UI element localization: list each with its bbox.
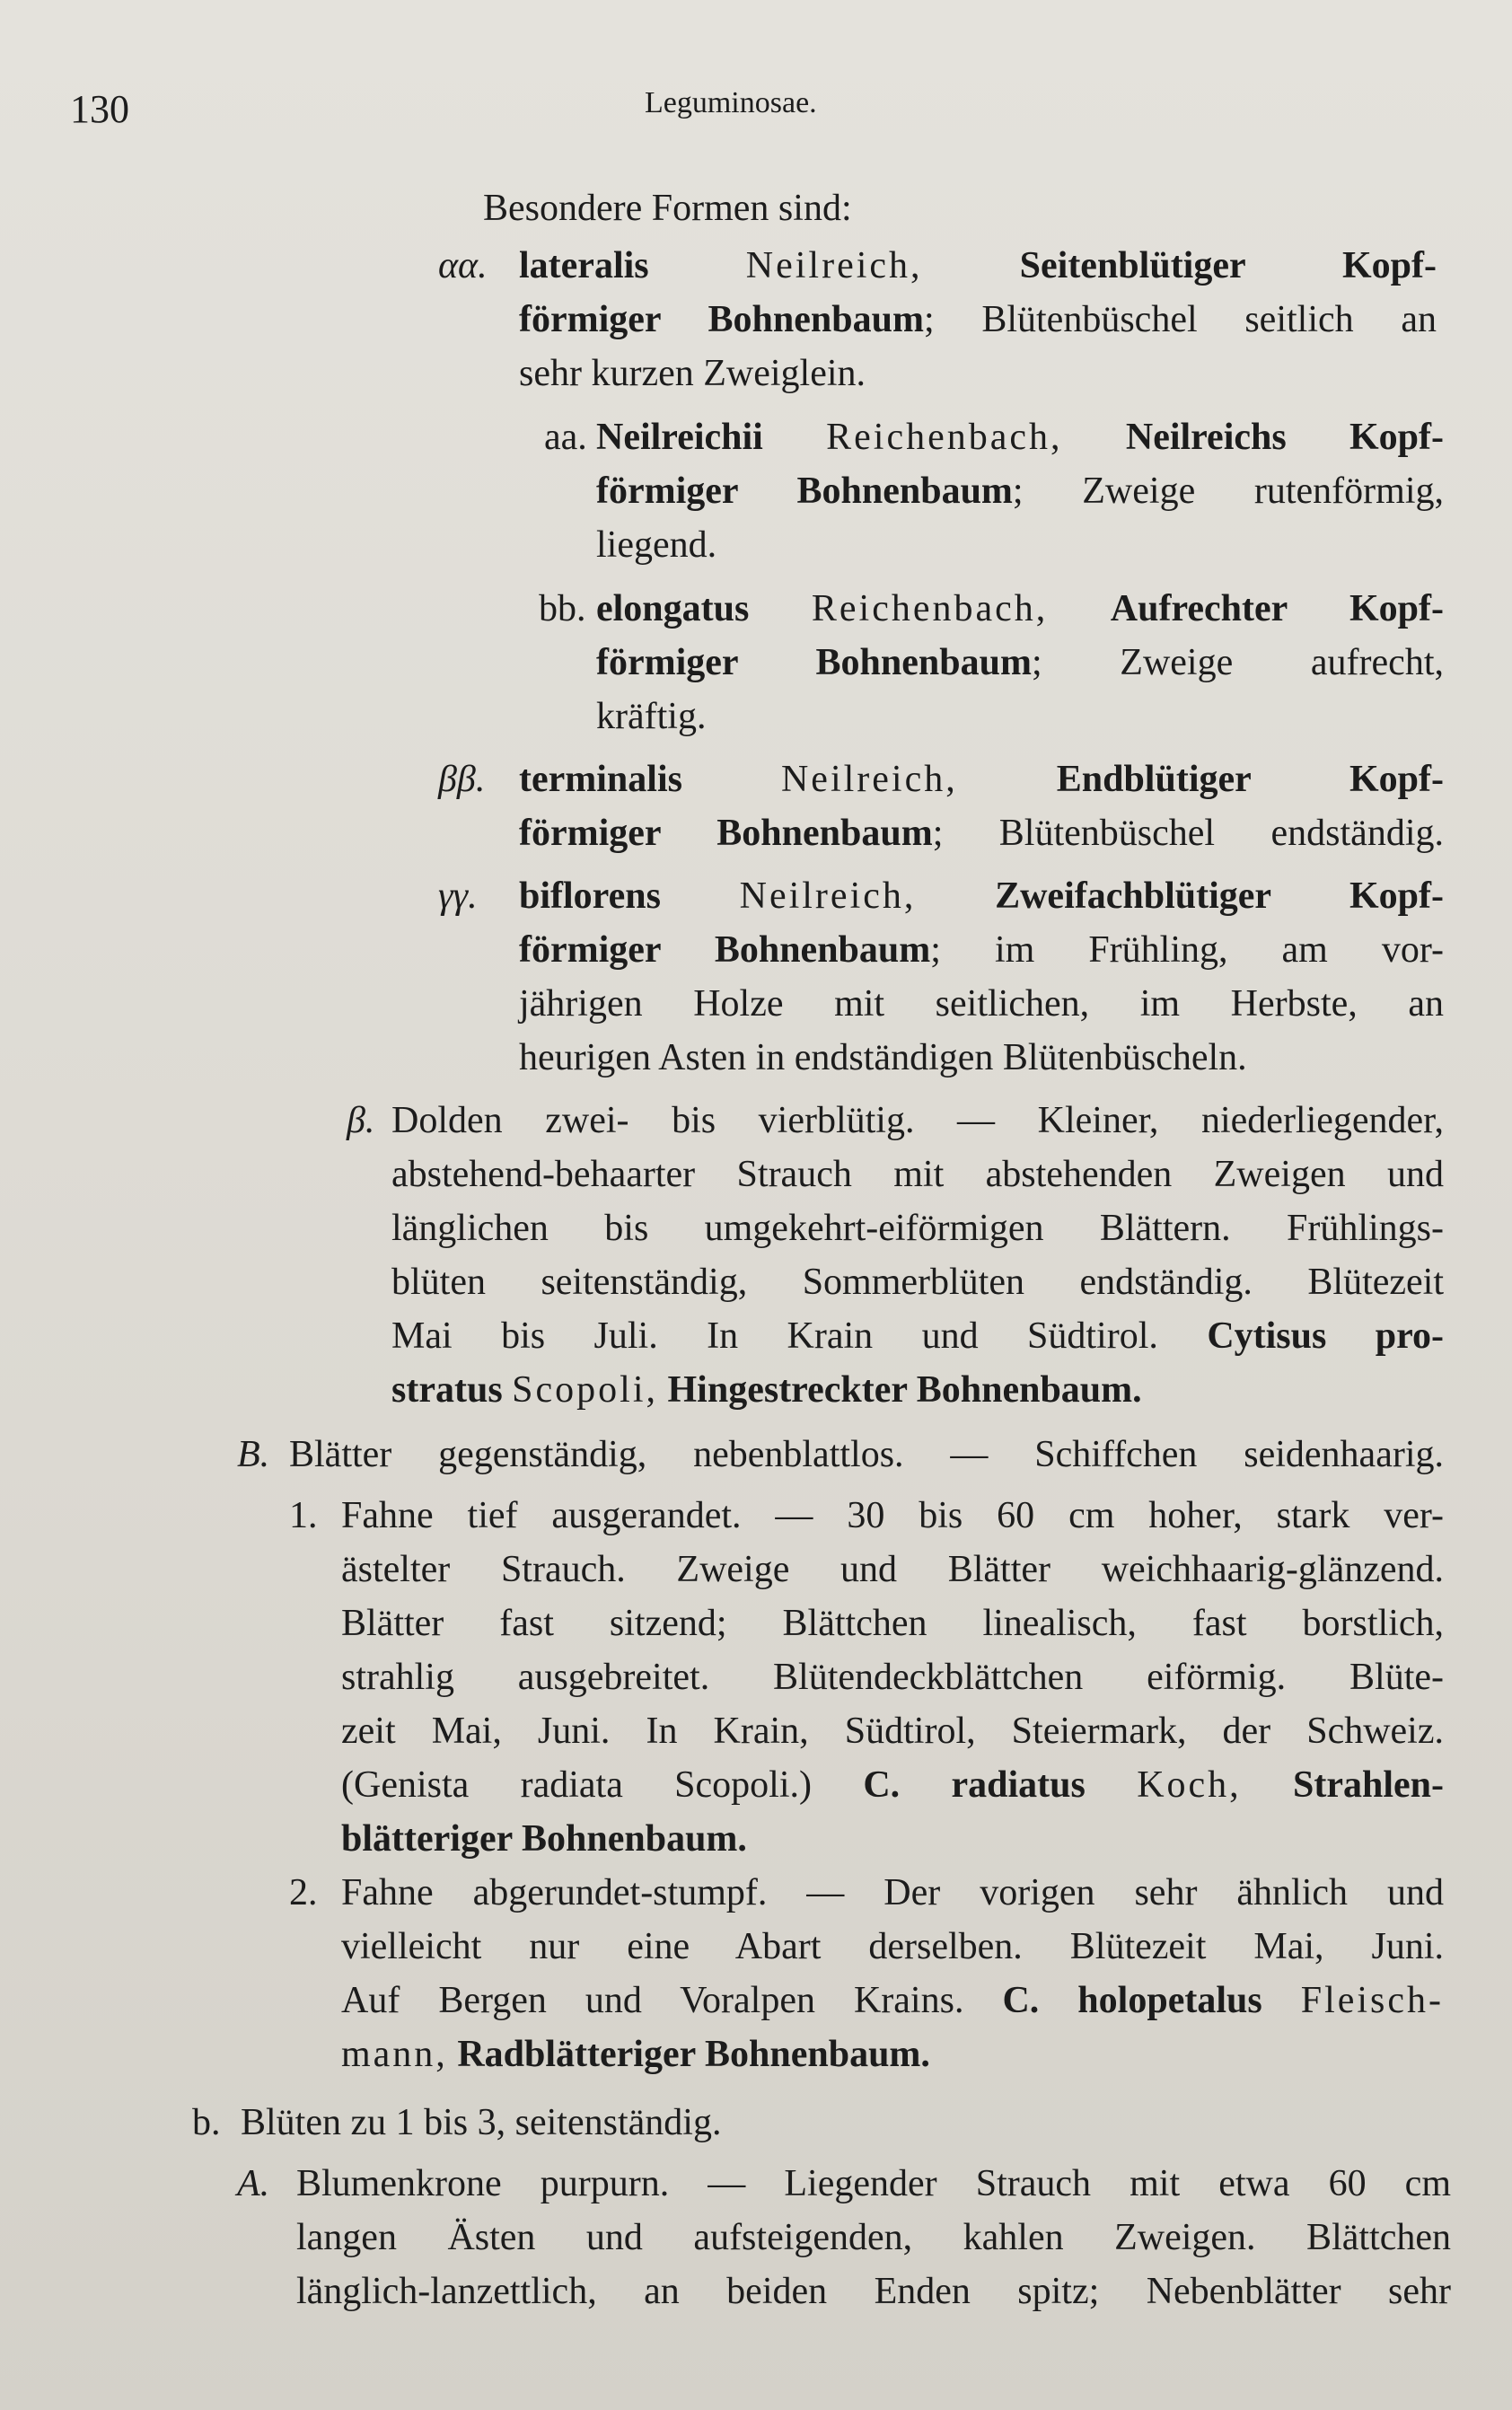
description-text: ; Zweige rutenförmig, [1012,471,1444,512]
taxon-name: biflorens [519,875,661,917]
common-name: blätteriger Bohnenbaum. [341,1818,747,1860]
author-name: Scopoli, [512,1369,659,1411]
author-name: Neilreich, [780,759,958,800]
description-text: langen Ästen und aufsteigenden, kahlen Zweigen. Blättchen [296,2217,1451,2258]
description-text: heurigen Asten in endständigen Blütenbüscheln. [519,1037,1247,1078]
marker-A: A. [237,2163,270,2204]
common-name: förmiger Bohnenbaum [519,929,931,971]
author-name: Koch, [1137,1764,1242,1806]
description-text: ; im Frühling, am vor- [930,929,1444,971]
entry-holopetalus [341,1866,1444,2081]
entry-radiatus [341,1489,1444,1866]
entry-A [296,2157,1451,2318]
taxon-name: stratus [391,1369,503,1411]
entry-b [241,2096,1138,2150]
author-name: Reichenbach, [826,417,1063,458]
description-text: länglichen bis umgekehrt-eiförmigen Blättern. Frühlings- [391,1208,1444,1249]
taxon-name: Cytisus pro- [1207,1315,1444,1357]
common-name: förmiger Bohnenbaum [519,813,933,854]
author-name: Neilreich, [739,875,917,917]
description-text: Auf Bergen und Voralpen Krains. [341,1980,964,2021]
marker-alpha-alpha: αα. [438,245,488,286]
marker-2: 2. [289,1872,318,1913]
marker-gamma-gamma: γγ. [438,875,478,917]
taxon-name: lateralis [519,245,649,286]
marker-aa: aa. [544,417,587,458]
common-name: förmiger Bohnenbaum [596,471,1013,512]
description-text: Blüten zu 1 bis 3, seitenständig. [241,2102,722,2143]
page-number: 130 [70,87,129,131]
marker-1: 1. [289,1495,318,1536]
author-name: Reichenbach, [811,588,1049,629]
description-text: zeit Mai, Juni. In Krain, Südtirol, Steiermark, der Schweiz. [341,1711,1444,1752]
description-text: jährigen Holze mit seitlichen, im Herbste, an [519,983,1444,1025]
entry-lateralis [519,239,1437,400]
common-name: Neilreichs Kopf- [1125,417,1445,458]
entry-beta-dolden [391,1094,1444,1417]
description-text: Fahne tief ausgerandet. — 30 bis 60 cm hoher, stark ver- [341,1495,1444,1536]
marker-B: B. [237,1434,270,1475]
common-name: förmiger Bohnenbaum [519,299,924,340]
description-text: ; Blütenbüschel endständig. [932,813,1444,854]
description-text: vielleicht nur eine Abart derselben. Blütezeit Mai, Juni. [341,1926,1444,1967]
common-name: förmiger Bohnenbaum [596,642,1032,683]
marker-bb: bb. [539,588,586,629]
description-text: länglich-lanzettlich, an beiden Enden spitz; Nebenblätter sehr [296,2271,1451,2312]
common-name: Hingestreckter Bohnenbaum. [667,1369,1142,1411]
entry-biflorens [519,869,1444,1085]
description-text: Fahne abgerundet-stumpf. — Der vorigen sehr ähnlich und [341,1872,1444,1913]
marker-beta: β. [347,1100,375,1141]
taxon-name: C. holopetalus [1002,1980,1262,2021]
entry-neilreichii [596,410,1444,572]
description-text: Mai bis Juli. In Krain und Südtirol. [391,1315,1158,1357]
description-text: (Genista radiata Scopoli.) [341,1764,813,1806]
author-name: Neilreich, [745,245,923,286]
entry-elongatus [596,582,1444,743]
description-text: sehr kurzen Zweiglein. [519,353,866,394]
taxon-name: C. radiatus [863,1764,1086,1806]
common-name: Zweifachblütiger Kopf- [995,875,1444,917]
entry-terminalis [519,752,1444,860]
marker-b: b. [192,2102,221,2143]
description-text: Blätter fast sitzend; Blättchen linealisch, fast borstlich, [341,1603,1444,1644]
common-name: Aufrechter Kopf- [1110,588,1445,629]
entry-B [289,1428,1444,1482]
author-name: mann, [341,2034,448,2075]
intro-text: Besondere Formen sind: [483,188,852,229]
running-title: Leguminosae. [645,86,817,119]
common-name: Radblätteriger Bohnenbaum. [457,2034,930,2075]
taxon-name: terminalis [519,759,682,800]
description-text: kräftig. [596,696,707,737]
intro-line [483,181,1381,235]
author-name: Fleisch- [1300,1980,1445,2021]
description-text: strahlig ausgebreitet. Blütendeckblättchen eiförmig. Blüte- [341,1657,1444,1698]
description-text: liegend. [596,524,717,566]
description-text: ; Zweige aufrecht, [1031,642,1444,683]
common-name: Strahlen- [1293,1764,1444,1806]
description-text: abstehend-behaarter Strauch mit abstehenden Zweigen und [391,1154,1444,1195]
description-text: blüten seitenständig, Sommerblüten endständig. Blütezeit [391,1262,1444,1303]
description-text: Blätter gegenständig, nebenblattlos. — Schiffchen seidenhaarig. [289,1434,1444,1475]
description-text: ästelter Strauch. Zweige und Blätter weichhaarig-glänzend. [341,1549,1444,1590]
description-text: ; Blütenbüschel seitlich an [923,299,1437,340]
common-name: Endblütiger Kopf- [1056,759,1445,800]
description-text: Blumenkrone purpurn. — Liegender Strauch mit etwa 60 cm [296,2163,1451,2204]
taxon-name: Neilreichii [596,417,763,458]
description-text: Dolden zwei- bis vierblütig. — Kleiner, niederliegender, [391,1100,1444,1141]
common-name: Seitenblütiger Kopf- [1019,245,1437,286]
taxon-name: elongatus [596,588,750,629]
marker-beta-beta: ββ. [438,759,486,800]
